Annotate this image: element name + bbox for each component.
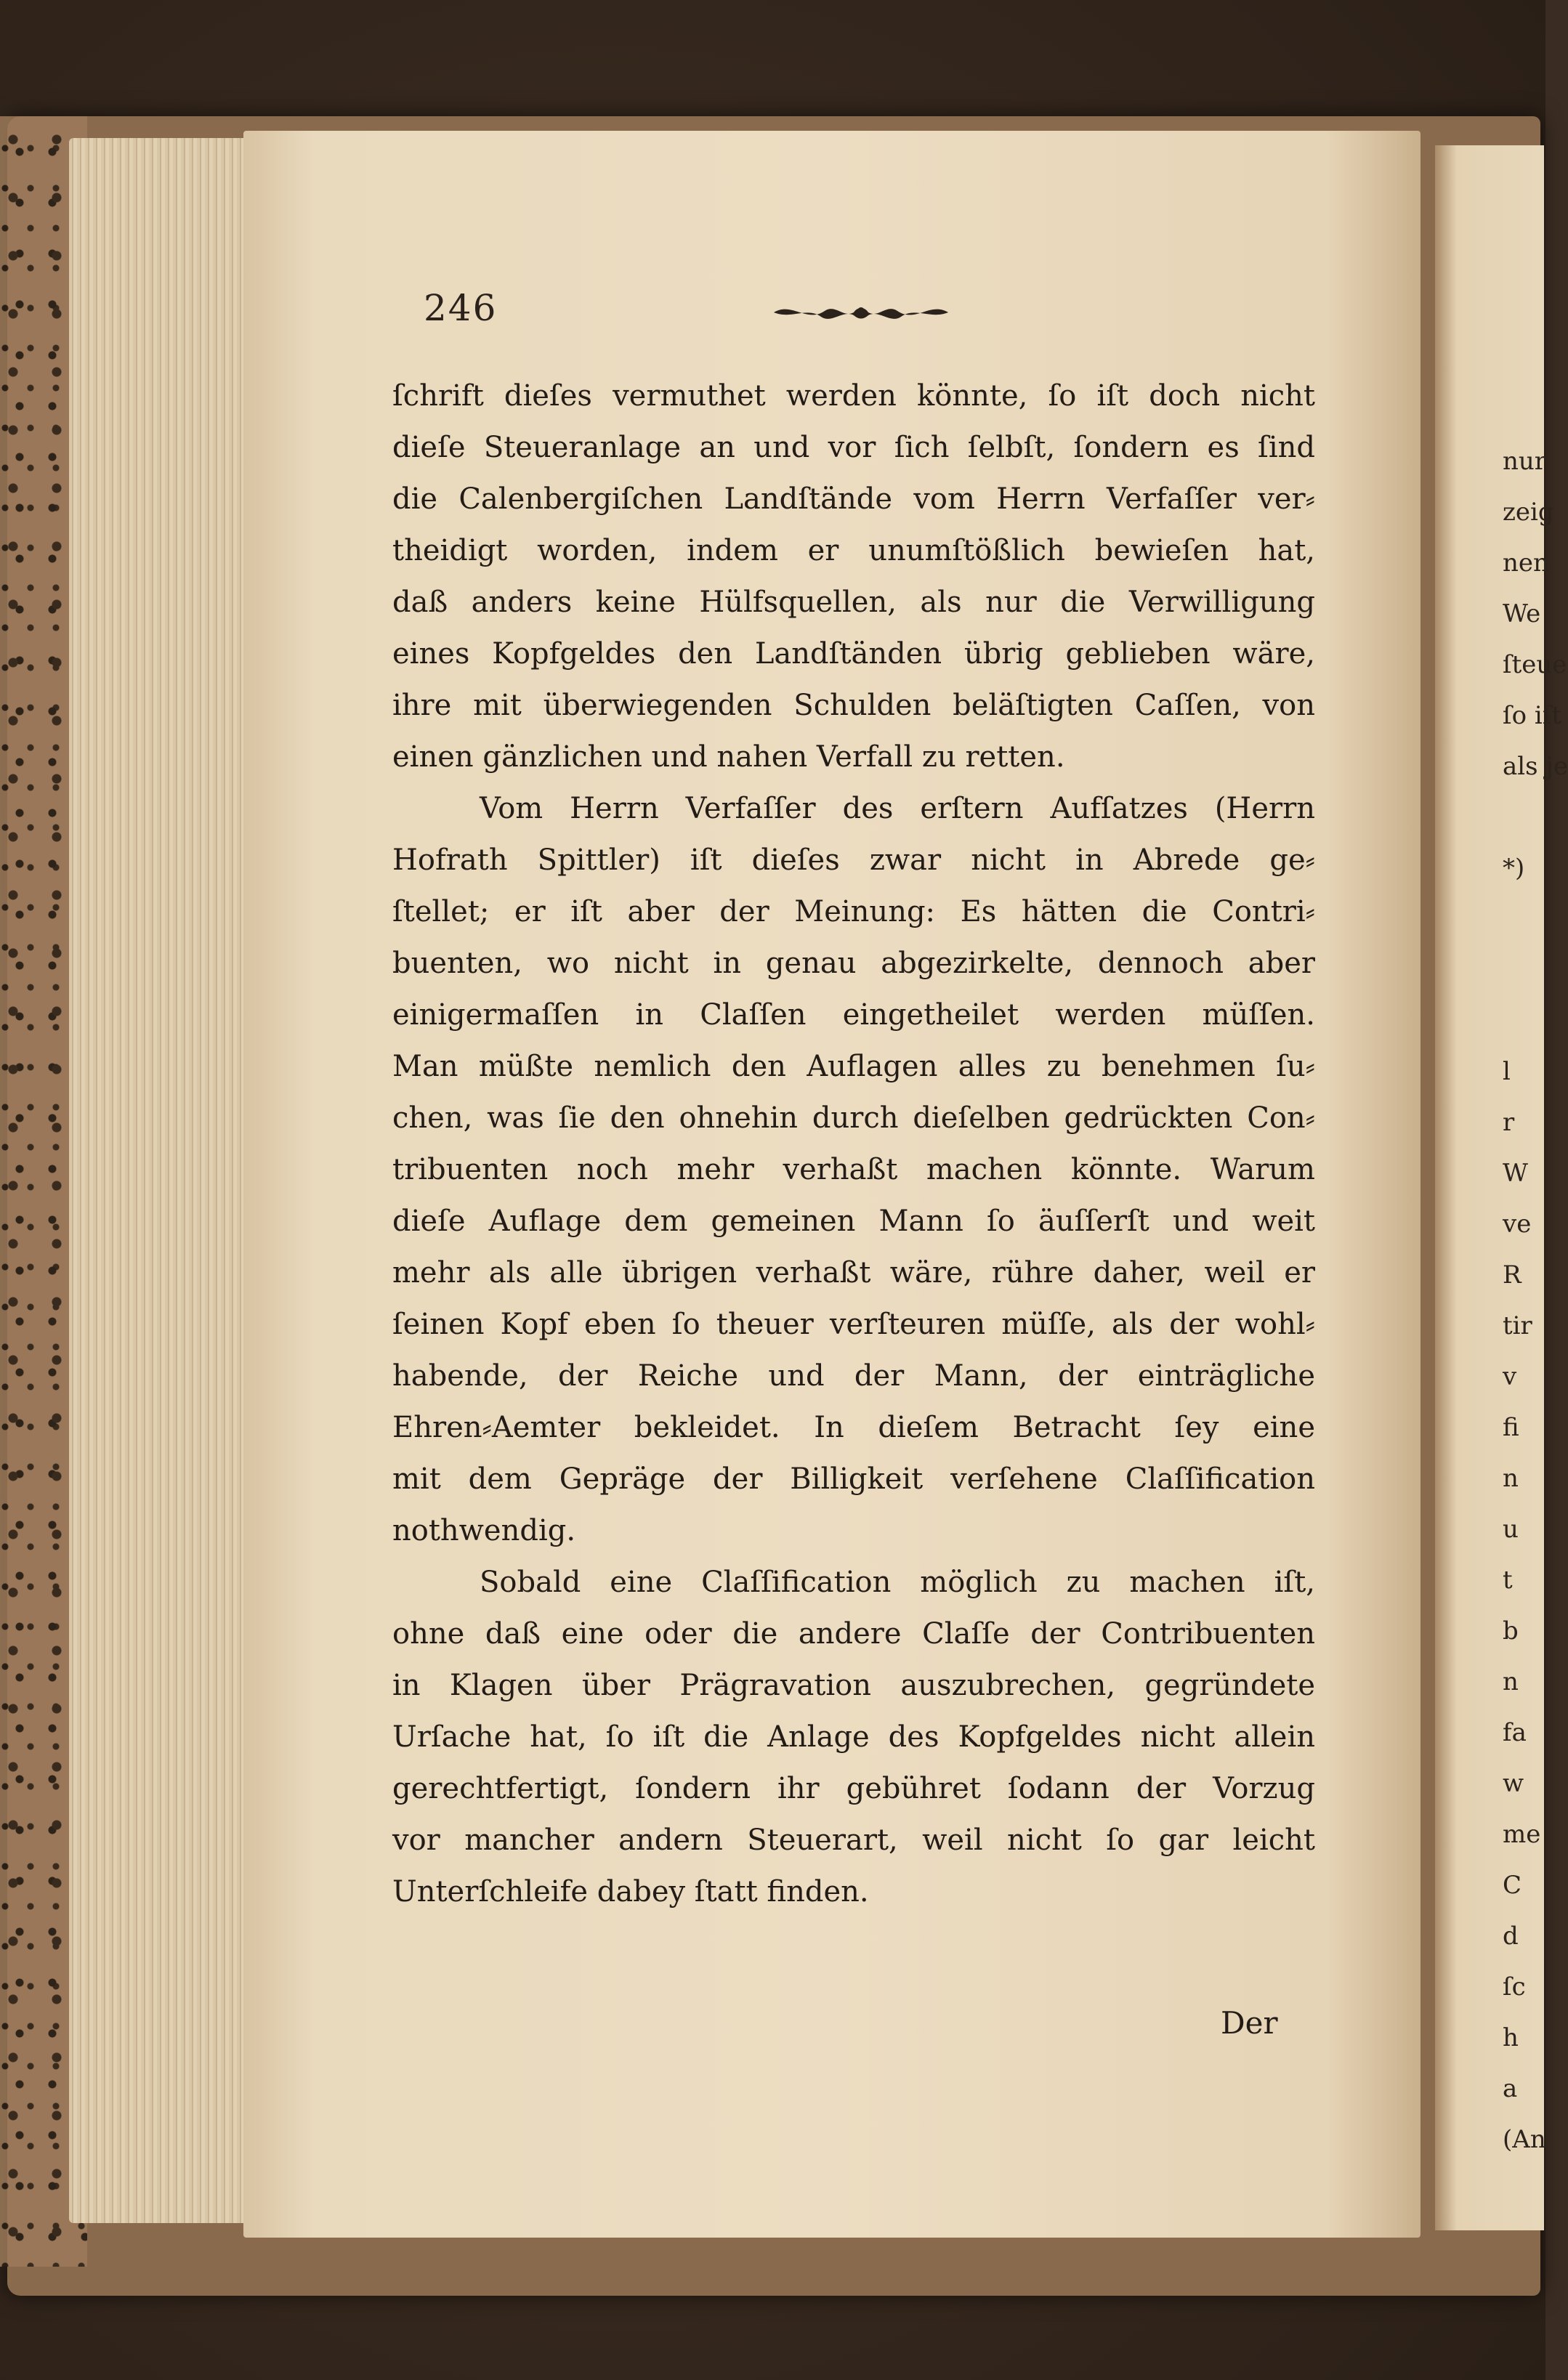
text-line: mehr als alle übrigen verhaßt wäre, rühre daher, weil er [392, 1256, 1315, 1290]
text-line: Hofrath Spittler) iſt dieſes zwar nicht in Abrede ge⸗ [392, 843, 1315, 877]
facing-fragment: nen [1503, 549, 1549, 578]
facing-fragment: fa [1503, 1718, 1527, 1747]
facing-fragment: v [1503, 1362, 1517, 1391]
facing-fragment: R [1503, 1260, 1521, 1290]
text-line: ihre mit überwiegenden Schulden beläſtigten Caſſen, von [392, 689, 1315, 722]
facing-fragment: tir [1503, 1311, 1532, 1340]
text-line: in Klagen über Prägravation auszubrechen, gegründete [392, 1669, 1315, 1702]
facing-fragment: ſteue [1503, 650, 1567, 679]
facing-fragment: ſc [1503, 1972, 1526, 2001]
text-line: die Calenbergiſchen Landſtände vom Herrn Verfaſſer ver⸗ [392, 482, 1315, 516]
facing-fragment: t [1503, 1566, 1513, 1595]
text-line: chen, was ſie den ohnehin durch dieſelben gedrückten Con⸗ [392, 1101, 1315, 1135]
facing-fragment: w [1503, 1769, 1524, 1798]
facing-page-text [1503, 436, 1568, 2165]
text-line: Vom Herrn Verfaſſer des erſtern Aufſatzes (Herrn [480, 792, 1315, 825]
facing-fragment [1503, 995, 1545, 1046]
text-line: vor mancher andern Steuerart, weil nicht ſo gar leicht [392, 1824, 1315, 1857]
text-line: Man müßte nemlich den Auflagen alles zu benehmen ſu⸗ [392, 1050, 1315, 1083]
text-line: gerechtfertigt, ſondern ihr gebühret ſodann der Vorzug [392, 1772, 1315, 1805]
text-line: Sobald eine Claſſification möglich zu machen iſt, [480, 1566, 1315, 1599]
facing-fragment: *) [1503, 854, 1525, 883]
text-line: buenten, wo nicht in genau abgezirkelte, dennoch aber [392, 947, 1315, 980]
facing-fragment [1503, 792, 1545, 843]
facing-fragment [1503, 944, 1545, 995]
text-line: dieſe Auflage dem gemeinen Mann ſo äuſſerſt und weit [392, 1205, 1315, 1238]
paragraph [392, 371, 1315, 783]
text-line: ſchrift dieſes vermuthet werden könnte, ſo iſt doch nicht [392, 379, 1315, 413]
facing-fragment: ve [1503, 1210, 1532, 1239]
facing-fragment: n [1503, 1667, 1519, 1696]
facing-fragment: d [1503, 1922, 1519, 1951]
facing-fragment: fi [1503, 1413, 1519, 1442]
facing-fragment: l [1503, 1057, 1511, 1086]
facing-fragment: ſo iſt [1503, 701, 1561, 730]
paragraph [392, 783, 1315, 1557]
text-line: dieſe Steueranlage an und vor ſich ſelbſt, ſondern es ſind [392, 431, 1315, 464]
facing-fragment: b [1503, 1616, 1519, 1646]
text-line: einen gänzlichen und nahen Verfall zu retten. [392, 740, 1065, 774]
facing-fragment: r [1503, 1108, 1515, 1137]
text-line: habende, der Reiche und der Mann, der einträgliche [392, 1359, 1315, 1393]
facing-fragment: We [1503, 599, 1541, 628]
text-line: ſtellet; er iſt aber der Meinung: Es hätten die Contri⸗ [392, 895, 1315, 928]
facing-fragment: a [1503, 2074, 1518, 2103]
text-line: tribuenten noch mehr verhaßt machen könnte. Warum [392, 1153, 1315, 1186]
text-line: eines Kopfgeldes den Landſtänden übrig geblieben wäre, [392, 637, 1315, 671]
text-line: ſeinen Kopf eben ſo theuer verſteuren müſſe, als der wohl⸗ [392, 1308, 1315, 1341]
facing-fragment: (An [1503, 2125, 1546, 2154]
facing-fragment: n [1503, 1464, 1519, 1493]
text-line: mit dem Gepräge der Billigkeit verſehene Claſſification [392, 1462, 1315, 1496]
paragraph [392, 1557, 1315, 1918]
text-line: theidigt worden, indem er unumſtößlich bewieſen hat, [392, 534, 1315, 567]
text-line: daß anders keine Hülfsquellen, als nur die Verwilligung [392, 586, 1315, 619]
text-line: ohne daß eine oder die andere Claſſe der Contribuenten [392, 1617, 1315, 1651]
body-text [392, 371, 1315, 1918]
facing-fragment: u [1503, 1515, 1519, 1544]
fleuron-ornament [770, 291, 952, 334]
text-line: Ehren⸗Aemter bekleidet. In dieſem Betracht ſey eine [392, 1411, 1315, 1444]
text-line: Unterſchleife dabey ſtatt finden. [392, 1875, 869, 1909]
page-edges [69, 138, 251, 2223]
page-number: 246 [424, 287, 498, 329]
facing-fragment: me [1503, 1820, 1541, 1849]
catchword: Der [1221, 2005, 1278, 2041]
facing-fragment: C [1503, 1871, 1522, 1900]
facing-fragment: h [1503, 2023, 1519, 2052]
text-line: Urſache hat, ſo iſt die Anlage des Kopfgeldes nicht allein [392, 1720, 1315, 1754]
text-line: einigermaſſen in Claſſen eingetheilet werden müſſen. [392, 998, 1315, 1032]
facing-fragment: W [1503, 1159, 1528, 1188]
facing-fragment [1503, 894, 1545, 944]
text-line: nothwendig. [392, 1514, 576, 1547]
facing-fragment: nur [1503, 447, 1547, 476]
facing-fragment: als je [1503, 752, 1568, 781]
facing-fragment: zeig [1503, 498, 1554, 527]
